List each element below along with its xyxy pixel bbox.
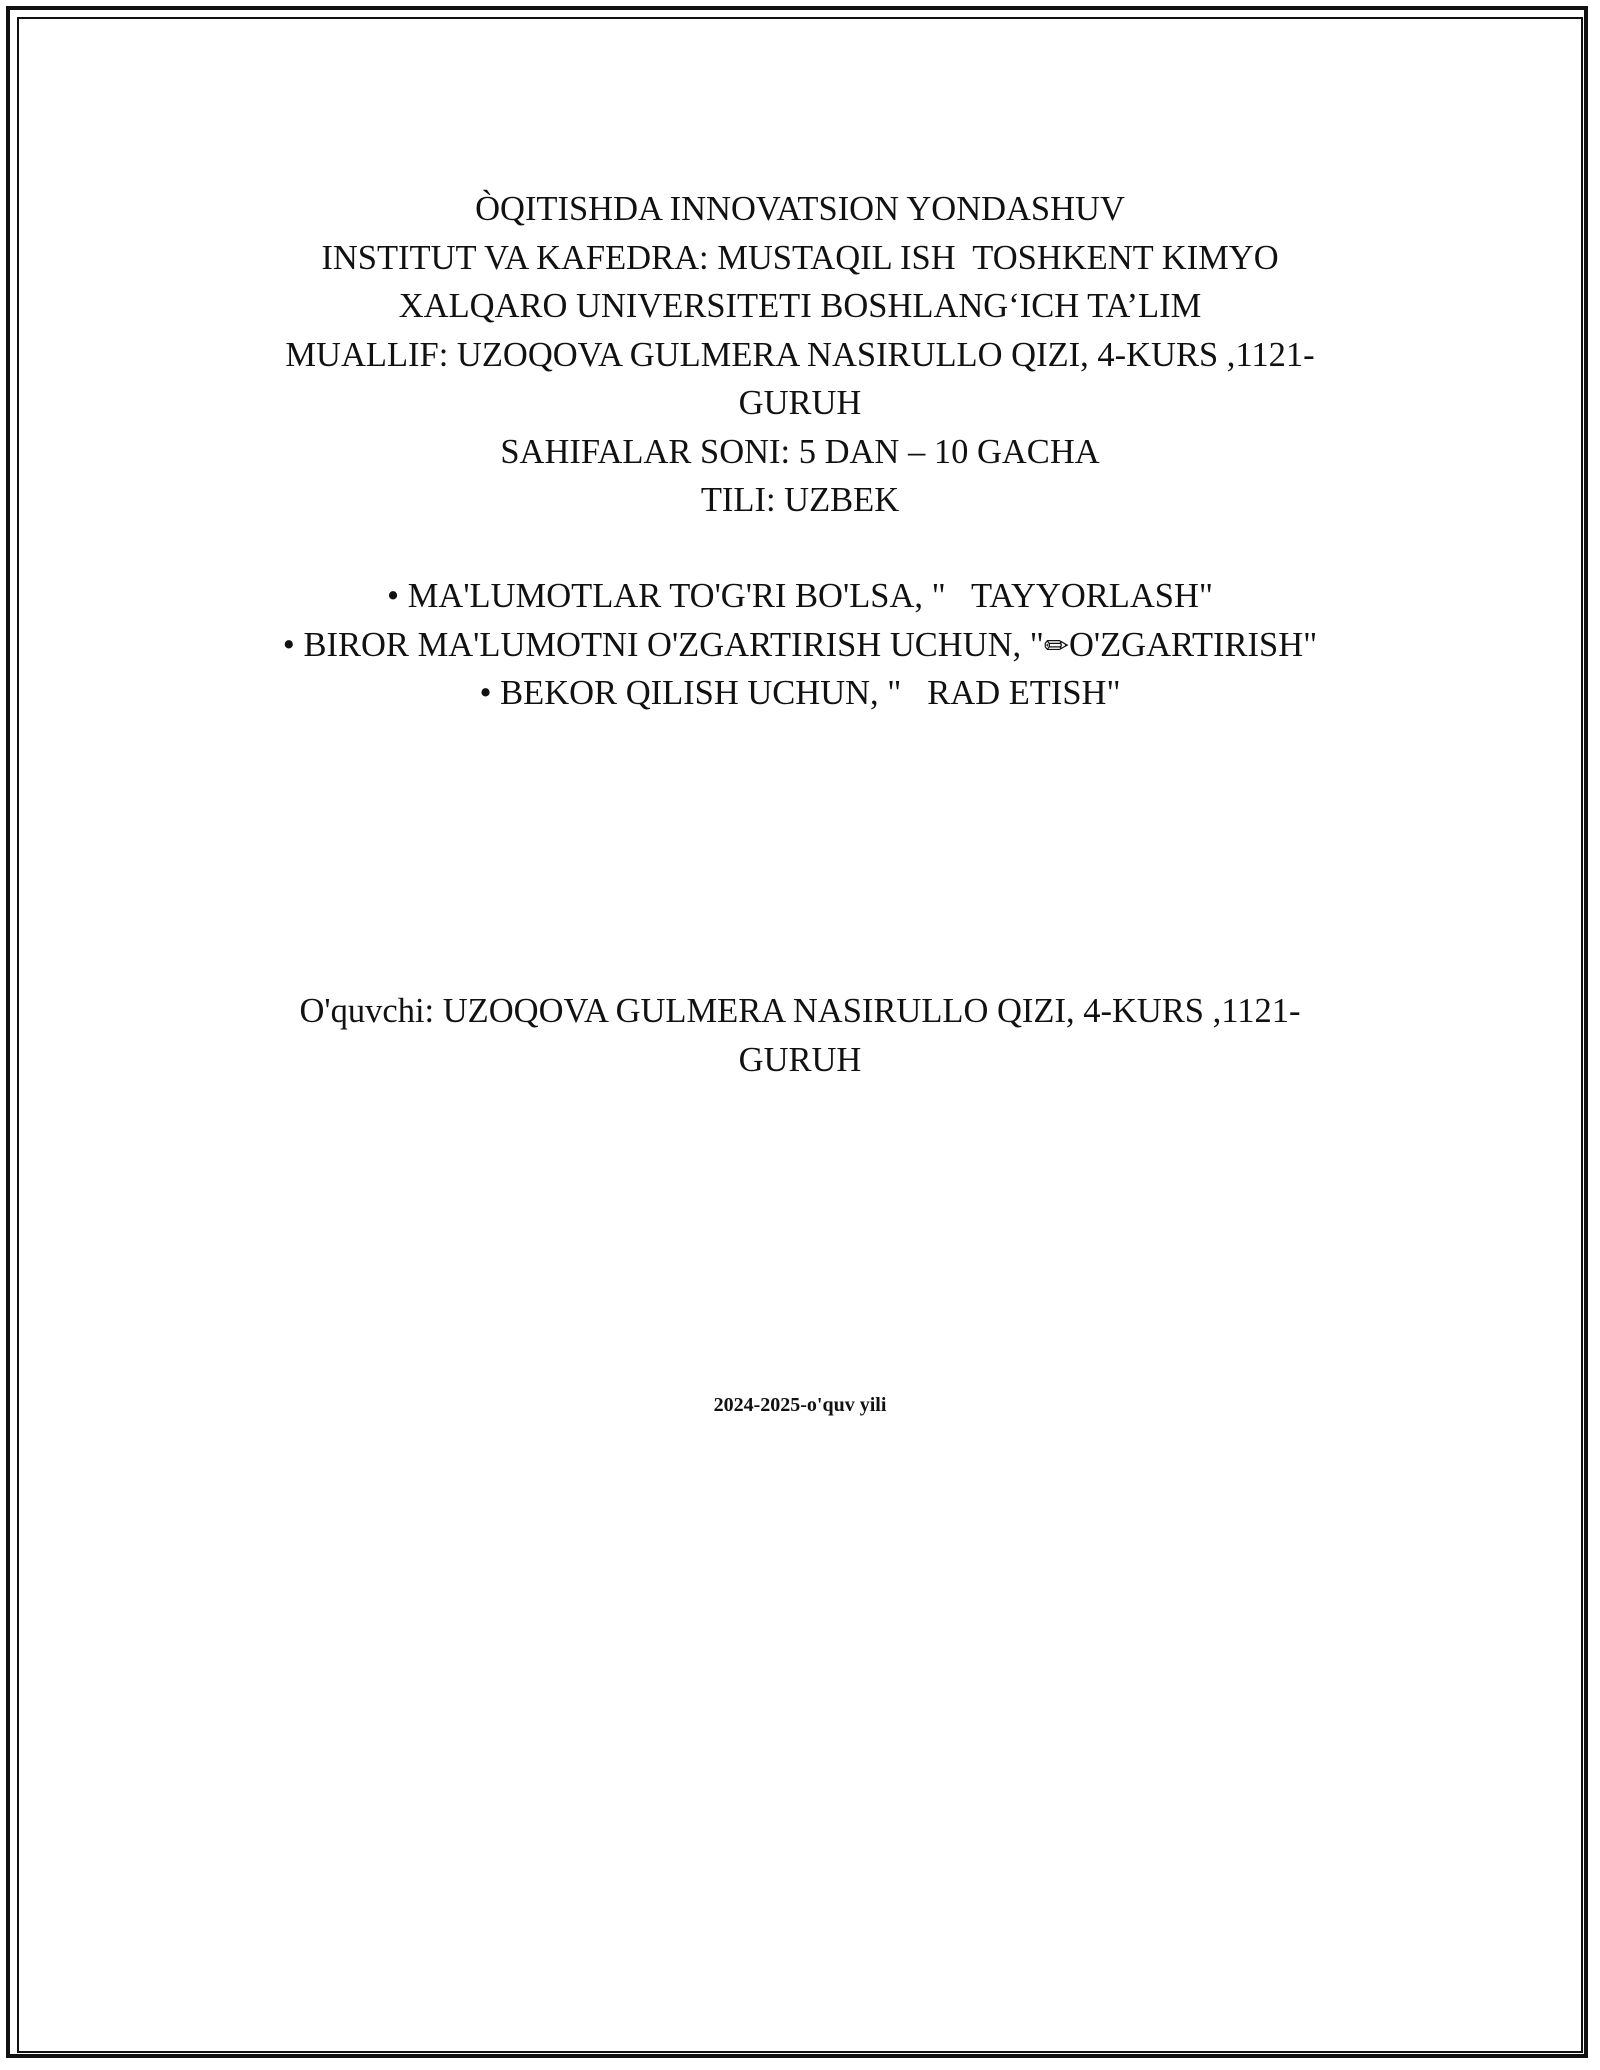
language: TILI: UZBEK [700, 481, 900, 519]
instruction-edit [230, 621, 1370, 670]
page-count: SAHIFALAR SONI: 5 DAN – 10 GACHA [500, 432, 1100, 471]
student-line-2: GURUH [738, 1040, 862, 1079]
author-line-1: MUALLIF: UZOQOVA GULMERA NASIRULLO QIZI, 4-KURS ,1121- [285, 335, 1315, 374]
instructions-block [230, 572, 1370, 718]
instruction-cancel: • BEKOR QILISH UCHUN, " RAD ETISH" [479, 674, 1121, 712]
student-line-1: O'quvchi: UZOQOVA GULMERA NASIRULLO QIZI, 4-KURS ,1121- [299, 992, 1301, 1030]
institute-line-1: INSTITUT VA KAFEDRA: MUSTAQIL ISH TOSHKENT KIMYO [321, 238, 1279, 277]
instruction-edit-prefix: • BIROR MA'LUMOTNI O'ZGARTIRISH UCHUN, " [282, 625, 1044, 664]
document-title: ÒQITISHDA INNOVATSION YONDASHUV [475, 190, 1125, 228]
title-block [230, 185, 1370, 525]
instruction-confirm: • MA'LUMOTLAR TO'G'RI BO'LSA, " TAYYORLASH" [387, 577, 1213, 615]
student-block [230, 987, 1370, 1084]
author-line-2: GURUH [738, 384, 862, 422]
pencil-icon: ✏ [1043, 628, 1069, 664]
academic-year: 2024-2025-o'quv yili [713, 1394, 887, 1416]
instruction-edit-suffix: O'ZGARTIRISH" [1068, 625, 1318, 664]
institute-line-2: XALQARO UNIVERSITETI BOSHLANG‘ICH TA’LIM [398, 287, 1202, 325]
